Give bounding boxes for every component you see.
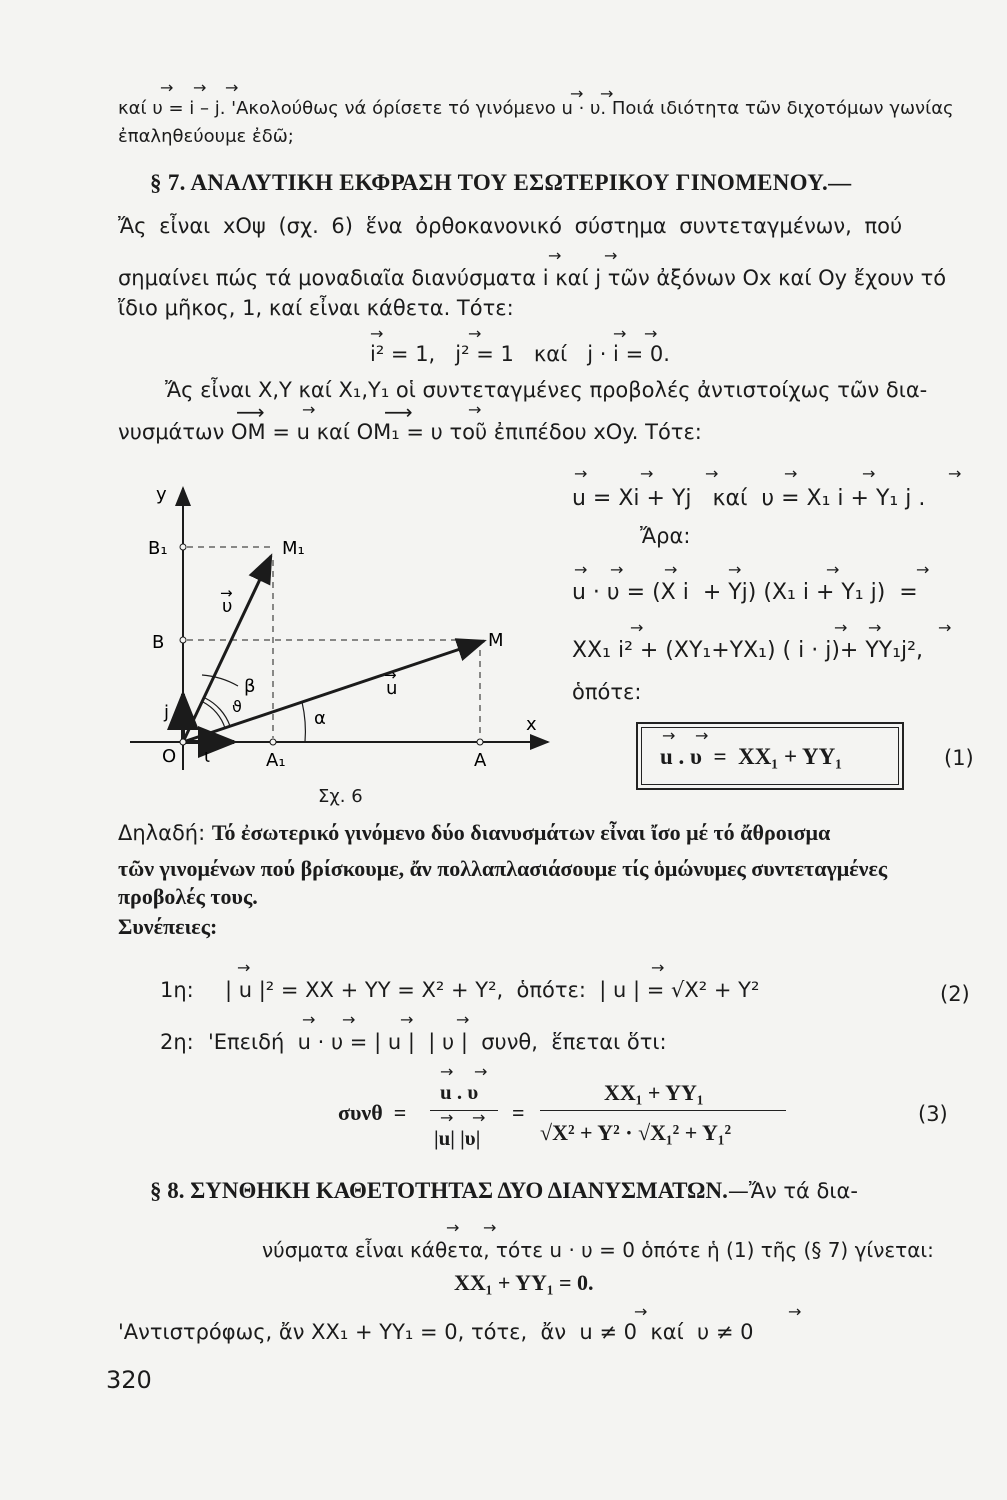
s7-paragraph-2-line-1: Ἄς εἶναι X,Y καί X₁,Y₁ οἱ συντεταγμένες προβολές ἀντιστοίχως τῶν δια-	[165, 378, 928, 402]
vector-arrow: →	[662, 726, 676, 745]
label-O: O	[162, 746, 177, 767]
angle-beta-arc	[202, 675, 238, 686]
top-line-1-text: 'Ακολούθως νά όρίσετε τό γινόμενο u · υ. Ποιά ιδιότητα τῶν διχοτόμων γωνίας	[231, 98, 954, 119]
label-u: u	[386, 678, 398, 699]
consequence-1-label: 1η:	[160, 978, 194, 1002]
s7-paragraph-1-line-1: Ἄς εἶναι xOψ (σχ. 6) ἕνα ὀρθοκανονικό σύστημα συντεταγμένων, πού	[118, 214, 903, 238]
unit-vector-equations: i² = 1, j² = 1 καί j · i = 0.	[370, 342, 670, 366]
vector-arrow: →	[705, 464, 719, 483]
label-M1: M₁	[282, 538, 305, 559]
vector-arrow: →	[664, 560, 678, 579]
section-8-heading: § 8. ΣΥΝΘΗΚΗ ΚΑΘΕΤΟΤΗΤΑΣ ΔΥΟ ΔΙΑΝΥΣΜΑΤΩΝ.	[150, 1178, 728, 1203]
angle-alpha-arc	[302, 702, 305, 742]
section-8-line-2: 'Αντιστρόφως, ἄν XX₁ + YY₁ = 0, τότε, ἄν u ≠ 0 καί υ ≠ 0	[118, 1320, 754, 1344]
product-expansion-2: XX₁ i² + (XY₁+YX₁) ( i · j)+ YY₁j²,	[572, 638, 923, 663]
angle-theta-arc	[205, 698, 230, 726]
vector-arrow: →	[160, 78, 174, 97]
point-A1	[270, 739, 276, 745]
vector-arrow: →	[342, 1010, 356, 1029]
vector-arrow: →	[948, 464, 962, 483]
label-M: M	[488, 630, 504, 651]
equation-number-3: (3)	[918, 1102, 948, 1126]
figure-6	[130, 480, 560, 780]
vector-arrow: ⟶	[236, 400, 261, 424]
vector-arrow: →	[916, 560, 930, 579]
vector-arrow: →	[938, 618, 952, 637]
vector-arrow: →	[640, 464, 654, 483]
section-8-heading-tail: —Ἄν τά δια-	[727, 1179, 858, 1203]
section-7-heading: § 7. ΑΝΑΛΥΤΙΚΗ ΕΚΦΡΑΣΗ ΤΟΥ ΕΣΩΤΕΡΙΚΟΥ ΓΙΝΟΜΕΝΟΥ.—	[150, 170, 852, 195]
vector-arrow: →	[695, 726, 709, 745]
cos-fraction-2-denominator: √X² + Y² · √X₁² + Y₁²	[540, 1120, 732, 1145]
label-x: x	[526, 714, 537, 735]
label-u-arrow: →	[384, 666, 397, 684]
boxed-dot-product-formula	[636, 722, 904, 790]
label-theta: ϑ	[232, 697, 242, 716]
top-line-1-prefix: καί	[118, 98, 147, 119]
vector-arrow: →	[644, 324, 658, 343]
top-line-1	[118, 98, 954, 119]
vector-arrow: →	[370, 324, 384, 343]
boxed-formula-text: u . υ = XX₁ + YY₁	[660, 744, 843, 769]
product-expansion-1: u · υ = (X i + Yj) (X₁ i + Y₁ j) =	[572, 580, 918, 605]
top-line-1-formula: υ = i – j.	[152, 98, 232, 119]
meaning-line-3: προβολές τους.	[118, 884, 258, 909]
vector-arrow: →	[440, 1062, 454, 1081]
figure-caption: Σχ. 6	[318, 786, 363, 807]
vector-arrow: →	[788, 1302, 802, 1321]
vector-arrow: →	[651, 958, 665, 977]
vector-arrow: →	[862, 464, 876, 483]
hence-label: ὁπότε:	[572, 680, 642, 704]
point-B	[180, 637, 186, 643]
vector-arrow: →	[302, 400, 316, 419]
meaning-line-1	[118, 820, 830, 846]
vector-arrow: →	[468, 324, 482, 343]
s7-paragraph-1-line-2: σημαίνει πώς τά μοναδιαῖα διανύσματα i καί j τῶν ἀξόνων Ox καί Oy ἔχουν τό	[118, 266, 947, 290]
label-B1: B₁	[148, 538, 168, 559]
vector-arrow: →	[400, 1010, 414, 1029]
vector-arrow: →	[784, 464, 798, 483]
cos-fraction-2-numerator: XX₁ + YY₁	[604, 1080, 704, 1105]
vector-arrow: →	[548, 246, 562, 265]
meaning-lead: Δηλαδή:	[118, 821, 206, 845]
label-i: ι	[204, 746, 211, 767]
vector-arrow: →	[446, 1218, 460, 1237]
meaning-text-1: Τό ἐσωτερικό γινόμενο δύο διανυσμάτων εἶναι ἴσο μέ τό ἄθροισμα	[211, 820, 831, 845]
vector-arrow: →	[483, 1218, 497, 1237]
vector-arrow: →	[600, 84, 614, 103]
consequence-1-formula: | u |² = XX + YY = X² + Y², ὁπότε: | u | = √X² + Y²	[225, 978, 760, 1002]
fraction-bar	[540, 1110, 786, 1111]
cos-fraction-1-numerator: u . υ	[440, 1080, 479, 1104]
vector-arrow: ⟶	[384, 400, 413, 424]
consequence-2-label: 2η:	[160, 1030, 194, 1054]
cos-fraction-1-denominator: |u| |υ|	[434, 1126, 481, 1150]
vector-arrow: →	[456, 1010, 470, 1029]
vector-arrow: →	[570, 84, 584, 103]
vector-arrow: →	[834, 618, 848, 637]
label-v-arrow: →	[220, 584, 233, 602]
vector-arrow: →	[574, 560, 588, 579]
vector-arrow: →	[728, 560, 742, 579]
consequences-heading: Συνέπειες:	[118, 914, 218, 939]
therefore-label: Ἄρα:	[640, 524, 691, 548]
vector-arrow: →	[472, 1108, 486, 1127]
label-v: υ	[222, 596, 233, 617]
vector-arrow: →	[613, 324, 627, 343]
section-8-heading-line	[150, 1178, 858, 1204]
vector-arrow: →	[225, 78, 239, 97]
vector-arrow: →	[302, 1010, 316, 1029]
label-A1: A₁	[266, 750, 286, 771]
section-8-line-1: νύσματα εἶναι κάθετα, τότε u · υ = 0 ὁπότε ἡ (1) τῆς (§ 7) γίνεται:	[262, 1238, 934, 1262]
vector-arrow: →	[630, 618, 644, 637]
vector-arrow: →	[237, 958, 251, 977]
perpendicular-condition: XX₁ + YY₁ = 0.	[454, 1270, 594, 1295]
page-number: 320	[106, 1366, 152, 1394]
vector-arrow: →	[468, 400, 482, 419]
cos-equals: =	[512, 1100, 525, 1125]
vector-arrow: →	[826, 560, 840, 579]
vector-arrow: →	[868, 618, 882, 637]
vector-arrow: →	[574, 464, 588, 483]
decomposition-equation: u = Xi + Yj καί υ = X₁ i + Y₁ j .	[572, 486, 926, 511]
label-A: A	[474, 750, 487, 771]
label-y: y	[156, 484, 167, 505]
label-beta: β	[244, 676, 256, 697]
label-alpha: α	[314, 708, 326, 729]
vector-u	[183, 641, 484, 742]
meaning-line-2: τῶν γινομένων πού βρίσκουμε, ἄν πολλαπλασιάσουμε τίς ὁμώνυμες συντεταγμένες	[118, 856, 888, 881]
vector-arrow: →	[610, 560, 624, 579]
top-line-2: ἐπαληθεύουμε ἐδῶ;	[118, 126, 294, 147]
point-O	[180, 739, 186, 745]
equation-number-1: (1)	[944, 746, 974, 770]
consequence-2-formula: 'Επειδή u · υ = | u | | υ | συνθ, ἕπεται ὅτι:	[208, 1030, 667, 1054]
vector-arrow: →	[440, 1108, 454, 1127]
equation-number-2: (2)	[940, 982, 970, 1006]
vector-arrow: →	[634, 1302, 648, 1321]
vector-arrow: →	[193, 78, 207, 97]
cos-theta-lhs: συνθ =	[338, 1100, 407, 1125]
s7-paragraph-2-line-2: νυσμάτων OM = u καί OM₁ = υ τοῦ ἐπιπέδου xOy. Τότε:	[118, 420, 702, 444]
vector-arrow: →	[604, 246, 618, 265]
point-B1	[180, 544, 186, 550]
vector-arrow: →	[474, 1062, 488, 1081]
angle-theta-arc	[203, 702, 225, 728]
label-B: B	[152, 632, 165, 653]
point-A	[477, 739, 483, 745]
label-j: j	[164, 702, 170, 723]
s7-paragraph-1-line-3: ἴδιο μῆκος, 1, καί εἶναι κάθετα. Τότε:	[118, 296, 514, 320]
